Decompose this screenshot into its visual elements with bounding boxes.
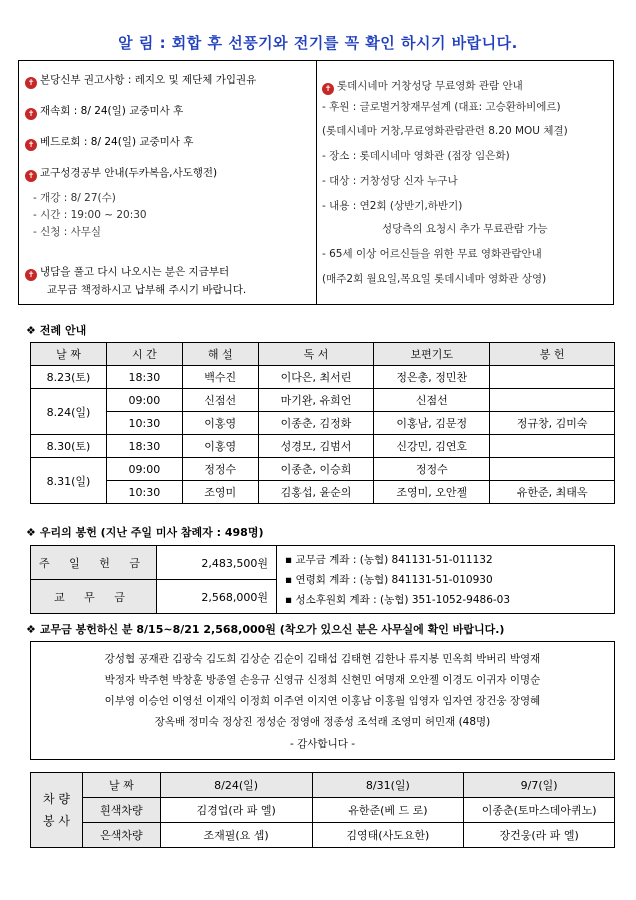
commentator: 정정수 — [182, 458, 258, 481]
offering-table — [30, 545, 615, 614]
offering-amount: 2,483,500원 — [157, 546, 277, 580]
car-service-table — [30, 772, 615, 848]
car-type: 흰색차량 — [82, 798, 160, 823]
service-table — [30, 342, 615, 504]
church-bullet-icon: ✝ — [25, 170, 37, 182]
commentator: 백수진 — [182, 366, 258, 389]
table-header-row — [31, 343, 615, 366]
notice-item: 베드로회 : 8/ 24(일) 교중미사 후 — [40, 136, 194, 148]
service-date: 8.23(토) — [31, 366, 107, 389]
readers: 이종춘, 이승희 — [258, 458, 374, 481]
offertory — [490, 458, 615, 481]
driver: 김영태(사도요한) — [312, 823, 464, 848]
notice-divider — [316, 61, 317, 304]
car-group-label: 차 량 봉 사 — [31, 773, 83, 848]
donor-line: 강성협 공재관 김광숙 김도희 김상순 김순이 김태섭 김태현 김한나 류지봉 민옥희 박버리 박영재 — [104, 653, 541, 665]
column-header: 날 짜 — [31, 343, 107, 366]
readers: 마기완, 유희언 — [258, 389, 374, 412]
service-time: 09:00 — [106, 458, 182, 481]
column-header: 8/31(일) — [312, 773, 464, 798]
offering-label: 주 일 헌 금 — [31, 546, 157, 580]
driver: 장건웅(라 파 엘) — [464, 823, 615, 848]
prayer: 신강민, 김연호 — [374, 435, 490, 458]
prayer: 이홍남, 김문정 — [374, 412, 490, 435]
column-header: 8/24(일) — [160, 773, 312, 798]
readers: 이다은, 최서린 — [258, 366, 374, 389]
column-header: 보편기도 — [374, 343, 490, 366]
donor-line: 이부영 이승언 이영선 이재익 이정희 이주연 이지연 이홍남 이홍월 임영자 임자연 장건웅 장영혜 — [104, 695, 541, 707]
notice-line: - 대상 : 거창성당 신자 누구나 — [322, 175, 458, 187]
column-header: 봉 헌 — [490, 343, 615, 366]
notice-heading: 롯데시네마 거창성당 무료영화 관람 안내 — [337, 80, 523, 92]
service-time: 18:30 — [106, 435, 182, 458]
notice-line: - 65세 이상 어르신들을 위한 무료 영화관람안내 — [322, 248, 542, 260]
driver: 이종춘(토마스데아퀴노) — [464, 798, 615, 823]
notice-line: - 후원 : 글로벌거창재무설계 (대표: 고승환하비에르) — [322, 101, 561, 113]
prayer: 정은총, 정민찬 — [374, 366, 490, 389]
account-line: ▪ 교무금 계좌 : (농협) 841131-51-011132 — [285, 553, 493, 566]
account-list — [277, 546, 615, 614]
notice-line: (매주2회 월요일,목요일 롯데시네마 영화관 상영) — [322, 273, 547, 285]
notice-item: 재속회 : 8/ 24(일) 교중미사 후 — [40, 105, 184, 117]
section-heading-donors: ❖ 교무금 봉헌하신 분 8/15~8/21 2,568,000원 (착오가 있으신 분은 사무실에 확인 바랍니다.) — [26, 623, 505, 636]
table-header-row — [31, 773, 615, 798]
offertory: 정규창, 김미숙 — [490, 412, 615, 435]
table-row — [31, 823, 615, 848]
donor-line: 박정자 박주현 박창훈 방종열 손응규 신영규 신정희 신현민 여명재 오안젤 이경도 이귀자 이명순 — [104, 674, 541, 686]
offertory — [490, 366, 615, 389]
donor-line: 장옥배 정미숙 정상진 정성순 정영애 정종성 조석래 조영미 허민재 (48명) — [154, 716, 491, 728]
notice-item: 교구성경공부 안내(두카복음,사도행전) — [40, 167, 218, 179]
notice-detail: - 시간 : 19:00 ~ 20:30 — [33, 209, 147, 221]
prayer: 조영미, 오안젤 — [374, 481, 490, 504]
offering-label: 교 무 금 — [31, 580, 157, 614]
page-title: 알 림 : 회합 후 선풍기와 전기를 꼭 확인 하시기 바랍니다. — [118, 34, 518, 52]
section-heading-offering: ❖ 우리의 봉헌 (지난 주일 미사 참례자 : 498명) — [26, 526, 264, 539]
table-row — [31, 481, 615, 504]
notice-line: 성당측의 요청시 추가 무료관람 가능 — [382, 223, 548, 235]
column-header: 9/7(일) — [464, 773, 615, 798]
notice-item: 교무금 책정하시고 납부해 주시기 바랍니다. — [47, 284, 247, 296]
service-time: 10:30 — [106, 481, 182, 504]
church-bullet-icon: ✝ — [25, 108, 37, 120]
service-date: 8.24(일) — [31, 389, 107, 435]
column-header: 날 짜 — [82, 773, 160, 798]
offertory: 유한준, 최태옥 — [490, 481, 615, 504]
church-bullet-icon: ✝ — [25, 139, 37, 151]
driver: 유한준(베 드 로) — [312, 798, 464, 823]
table-row — [31, 366, 615, 389]
account-line: ▪ 성소후원회 계좌 : (농협) 351-1052-9486-03 — [285, 593, 511, 606]
table-row — [31, 412, 615, 435]
table-row — [31, 435, 615, 458]
notice-item: 냉담을 풀고 다시 나오시는 분은 지금부터 — [40, 266, 230, 278]
section-diamond-icon: ❖ — [26, 623, 36, 636]
column-header: 독 서 — [258, 343, 374, 366]
table-row — [31, 389, 615, 412]
church-bullet-icon: ✝ — [25, 77, 37, 89]
service-date: 8.31(일) — [31, 458, 107, 504]
driver: 김경업(라 파 엘) — [160, 798, 312, 823]
notice-item: 본당신부 권고사항 : 레지오 및 제단체 가입권유 — [40, 74, 257, 86]
section-diamond-icon: ❖ — [26, 526, 36, 539]
readers: 이종춘, 김정화 — [258, 412, 374, 435]
column-header: 시 간 — [106, 343, 182, 366]
notice-line: (롯데시네마 거창,무료영화관람관련 8.20 MOU 체결) — [322, 125, 568, 137]
donor-thanks: - 감사합니다 - — [290, 738, 355, 750]
service-time: 10:30 — [106, 412, 182, 435]
driver: 조재필(요 셉) — [160, 823, 312, 848]
offertory — [490, 435, 615, 458]
readers: 성경모, 김범서 — [258, 435, 374, 458]
church-bullet-icon: ✝ — [25, 269, 37, 281]
section-heading-service: ❖ 전례 안내 — [26, 324, 87, 337]
car-type: 은색차량 — [82, 823, 160, 848]
notice-line: - 장소 : 롯데시네마 영화관 (점장 임은화) — [322, 150, 510, 162]
commentator: 이홍영 — [182, 435, 258, 458]
notice-detail: - 개강 : 8/ 27(수) — [33, 192, 116, 204]
table-row — [31, 798, 615, 823]
service-date: 8.30(토) — [31, 435, 107, 458]
section-diamond-icon: ❖ — [26, 324, 36, 337]
prayer: 신점선 — [374, 389, 490, 412]
table-row — [31, 546, 615, 580]
notice-detail: - 신청 : 사무실 — [33, 226, 102, 238]
offering-amount: 2,568,000원 — [157, 580, 277, 614]
donor-list — [30, 641, 615, 760]
account-line: ▪ 연령회 계좌 : (농협) 841131-51-010930 — [285, 573, 493, 586]
notice-line: - 내용 : 연2회 (상반기,하반기) — [322, 200, 463, 212]
service-time: 18:30 — [106, 366, 182, 389]
church-bullet-icon: ✝ — [322, 83, 334, 95]
table-row — [31, 458, 615, 481]
offertory — [490, 389, 615, 412]
commentator: 조영미 — [182, 481, 258, 504]
commentator: 신점선 — [182, 389, 258, 412]
prayer: 정정수 — [374, 458, 490, 481]
notice-box — [18, 60, 614, 305]
readers: 김홍섭, 윤순의 — [258, 481, 374, 504]
commentator: 이홍영 — [182, 412, 258, 435]
column-header: 해 설 — [182, 343, 258, 366]
service-time: 09:00 — [106, 389, 182, 412]
